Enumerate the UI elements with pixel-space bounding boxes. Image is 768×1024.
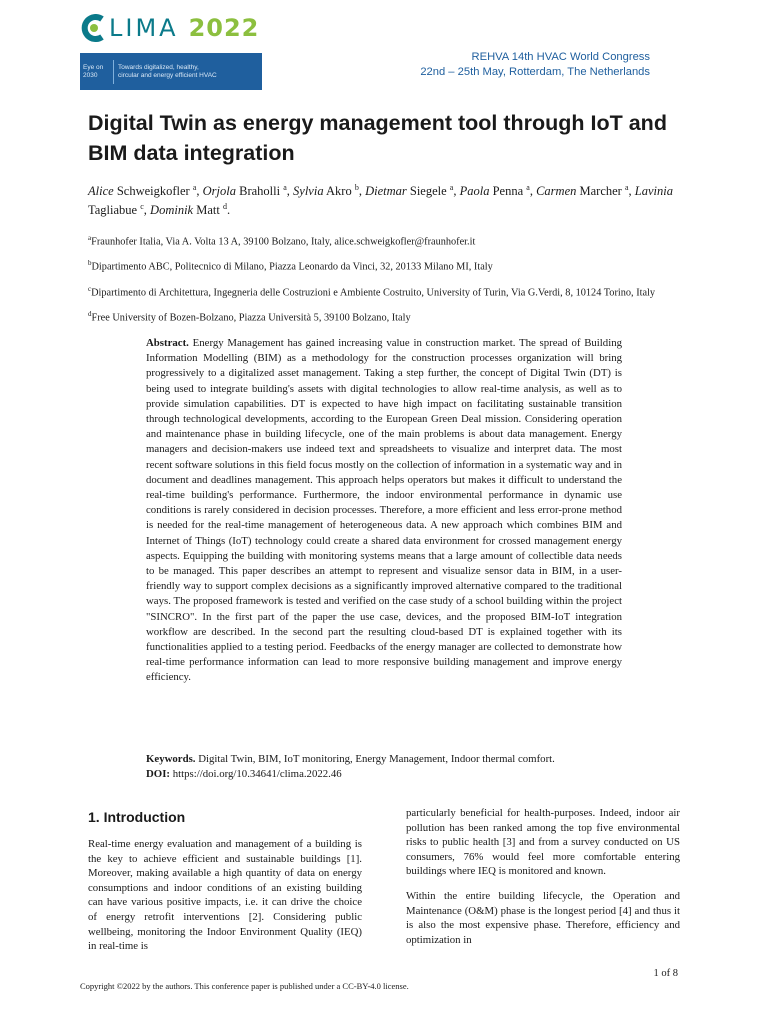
page-number: 1 of 8 xyxy=(653,968,678,979)
author-first-name: Orjola xyxy=(202,184,236,199)
author xyxy=(536,184,635,198)
author-last-name: Tagliabue xyxy=(88,203,141,218)
affiliation-item xyxy=(88,231,678,249)
author xyxy=(203,184,293,198)
author-separator: , xyxy=(628,184,635,199)
author-first-name: Sylvia xyxy=(293,184,324,199)
keywords-label: Keywords. xyxy=(146,753,196,765)
author-affiliation-mark: a xyxy=(526,183,530,192)
intro-paragraph-3: Within the entire building lifecycle, the Operation and Maintenance (O&M) phase is the longest period [4] and thus it is also the most expensive phase. Therefore, efficiency and optimization in xyxy=(406,889,680,946)
author-first-name: Alice xyxy=(88,184,114,199)
author-affiliation-mark: b xyxy=(354,183,359,192)
author-last-name: Akro xyxy=(323,184,355,199)
author-affiliation-mark: a xyxy=(624,183,629,192)
affiliation-text: Dipartimento di Architettura, Ingegneria delle Costruzioni e Ambiente Costruito, University of Turin, Via G.Verdi, 8, 10124 Torino, Italy xyxy=(91,287,656,299)
author-last-name: Schweigkofler xyxy=(113,184,193,199)
author-affiliation-mark: a xyxy=(449,183,454,192)
author-first-name: Carmen xyxy=(536,184,577,199)
affiliation-mark: a xyxy=(88,234,92,242)
eye-on-label: Eye on 2030 xyxy=(80,60,114,84)
abstract xyxy=(146,336,622,686)
left-column xyxy=(88,806,362,964)
abstract-label: Abstract. xyxy=(146,337,189,349)
intro-paragraph-1: Real-time energy evaluation and management of a building is the key to achieve efficient and sustainable buildings [1]. Moreover, making available a high quantity of data on energy consumptions and indoor conditions of an existing building can have various positive impacts, i.e. it can drive the choice of energy retrofit interventions [2]. Considering public wellbeing, monitoring the Indoor Environment Quality (IEQ) in real-time is xyxy=(88,838,362,953)
abstract-text: Energy Management has gained increasing value in construction market. The spread of Building Information Modelling (BIM) as a methodology for the construction processes organization will bring progressively to a digitalized asset management. Taking a step further, the concept of Digital Twin (DT) is being used to integrate building's assets with digital technologies to allow real-time analysis, as well as to provide simulation capabilities. DT is expected to have high impact on facilitating sustainable transition through technological developments, according to the European Green Deal mission. Considering operation and maintenance phase in building lifecycle, one of the main problems is about data management. Energy managers and decision-makers use indeed text and spreadsheets to visualize and interpret data. The most recent software solutions in this field focus mostly on the collection of information in a systematic way and in document and deadlines management. This approach helps operators but makes it difficult to understand the real-time building's performance. Furthermore, the indoor environmental performance in dynamic use conditions is rarely considered in decision processes. Therefore, a more efficient and less error-prone method is needed for the real-time management of heterogeneous data. A new approach which combines BIM and Internet of Things (IoT) technology could create a shared data environment for crossed management energy aspects. Equipping the building with monitoring systems means that a large amount of collectible data needs to be managed. This paper describes an attempt to represent and visualize sensor data in BIM, in a user-friendly way to support complex decisions as a significantly improved alternative compared to the traditional ways. The proposed framework is tested and verified on the case study of a school building within the project "SINCRO". In the first part of the paper the use case, devices, and the proposed BIM-IoT integration workflow are described. In the second part the resulting cloud-based DT is explained together with its functionalities applied to a testing period. Feedbacks of the energy manager are collected to demonstrate how real-time performance information can lead to more responsive building management and improve energy efficiency. xyxy=(146,337,622,684)
author-separator: . xyxy=(226,203,231,218)
copyright-footer: Copyright ©2022 by the authors. This conference paper is published under a CC-BY-4.0 license. xyxy=(80,981,409,991)
logo-year: 2022 xyxy=(188,14,260,42)
clima-logo-icon xyxy=(80,14,106,42)
author-first-name: Paola xyxy=(459,184,490,199)
author xyxy=(365,184,460,198)
page-header xyxy=(80,14,650,84)
congress-name: REHVA 14th HVAC World Congress xyxy=(471,51,650,63)
author xyxy=(88,184,203,198)
paper-title: Digital Twin as energy management tool through IoT and BIM data integration xyxy=(88,111,667,165)
logo-word: LIMA xyxy=(109,14,179,42)
author-separator: , xyxy=(196,184,203,199)
author-separator: , xyxy=(529,184,537,199)
author xyxy=(150,203,230,217)
author-last-name: Matt xyxy=(193,203,223,218)
doi-link[interactable]: https://doi.org/10.34641/clima.2022.46 xyxy=(172,768,342,780)
affiliation-mark: c xyxy=(88,284,92,293)
clima-logo xyxy=(80,14,259,42)
author-list xyxy=(88,180,680,218)
author xyxy=(460,184,536,198)
affiliation-item xyxy=(88,307,678,325)
tagline-box xyxy=(80,53,262,90)
affiliation-mark: b xyxy=(88,259,92,268)
author-first-name: Dietmar xyxy=(365,184,407,199)
keywords-block xyxy=(146,752,622,782)
tagline-text: Towards digitalized, healthy, circular and energy efficient HVAC xyxy=(118,63,217,79)
congress-date-place: 22nd – 25th May, Rotterdam, The Netherlands xyxy=(420,66,650,78)
author-affiliation-mark: c xyxy=(140,202,144,212)
author-separator: , xyxy=(358,184,366,199)
author-affiliation-mark: a xyxy=(192,183,197,192)
affiliation-text: Dipartimento ABC, Politecnico di Milano, Piazza Leonardo da Vinci, 32, 20133 Milano MI, Italy xyxy=(91,261,493,273)
author-separator: , xyxy=(286,184,294,199)
author-last-name: Braholli xyxy=(236,184,284,199)
author-separator: , xyxy=(453,184,460,199)
author-separator: , xyxy=(143,203,151,218)
affiliation-item xyxy=(88,256,678,274)
right-column xyxy=(406,806,680,957)
author xyxy=(293,184,365,198)
affiliation-text: Fraunhofer Italia, Via A. Volta 13 A, 39100 Bolzano, Italy, alice.schweigkofler@fraunhofer.it xyxy=(91,236,476,248)
author-first-name: Lavinia xyxy=(634,184,673,199)
author-first-name: Dominik xyxy=(150,203,194,218)
congress-info xyxy=(420,50,650,80)
affiliation-item xyxy=(88,282,678,300)
author-last-name: Marcher xyxy=(576,184,625,199)
affiliation-mark: d xyxy=(88,310,92,319)
author-last-name: Siegele xyxy=(406,184,450,199)
keywords-text: Digital Twin, BIM, IoT monitoring, Energy Management, Indoor thermal comfort. xyxy=(198,753,555,765)
doi-label: DOI: xyxy=(146,768,170,780)
affiliation-text: Free University of Bozen-Bolzano, Piazza Università 5, 39100 Bolzano, Italy xyxy=(91,312,411,324)
section-heading: 1. Introduction xyxy=(88,809,186,825)
author-last-name: Penna xyxy=(489,184,527,199)
intro-paragraph-2: particularly beneficial for health-purposes. Indeed, indoor air pollution has been ranked among the top five environmental risks to public health [3] and from a survey conducted on US consumers, 76% would feel more comfortable entering buildings where IEQ is monitored and known. xyxy=(406,807,680,878)
affiliations xyxy=(88,231,678,333)
author-affiliation-mark: a xyxy=(283,183,287,192)
author-affiliation-mark: d xyxy=(222,202,227,212)
